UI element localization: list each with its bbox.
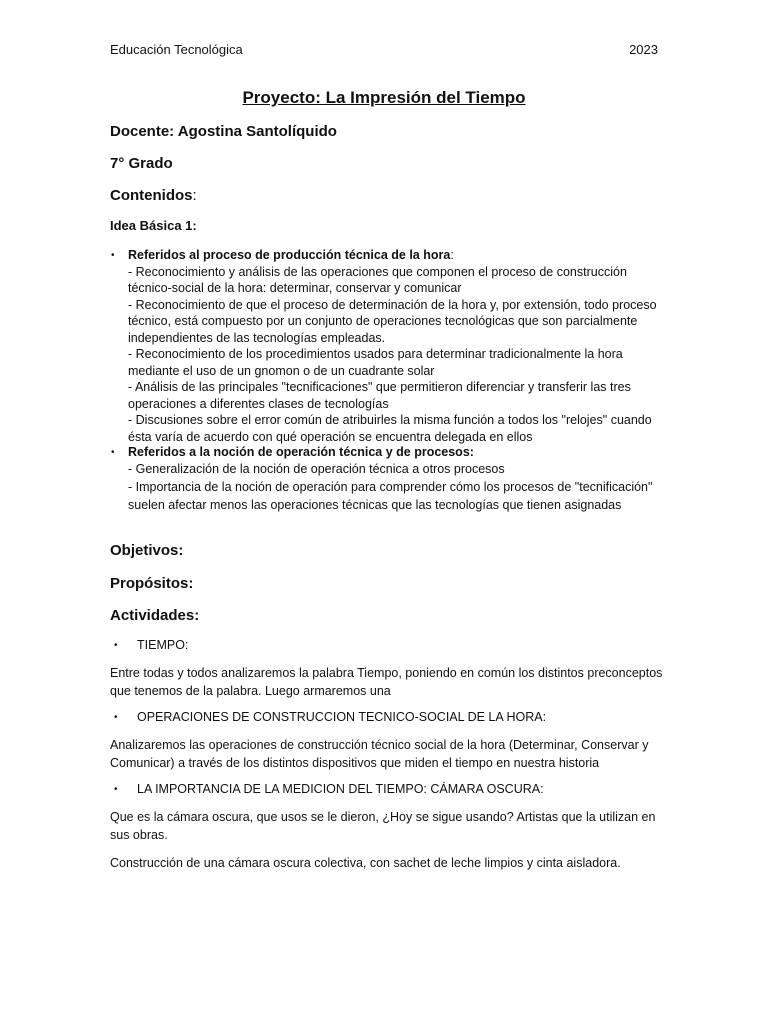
list-item-line: - Generalización de la noción de operación técnica a otros procesos — [128, 461, 505, 476]
contenidos-heading — [110, 187, 197, 204]
bullet-icon: • — [111, 250, 115, 261]
list-item-operacion — [128, 444, 668, 514]
grado-heading: 7° Grado — [110, 155, 173, 172]
item1-heading-text: Referidos al proceso de producción técnica de la hora — [128, 248, 451, 262]
bullet-icon: • — [114, 640, 118, 651]
list-item-line: - Reconocimiento de los procedimientos usados para determinar tradicionalmente la hora mediante el uso de un gnomon o de un cuadrante solar — [128, 347, 623, 378]
item1-heading-colon: : — [450, 248, 454, 262]
contenidos-colon: : — [192, 187, 197, 204]
activity-camara-text: Que es la cámara oscura, que usos se le dieron, ¿Hoy se sigue usando? Artistas que la utilizan en sus obras. — [110, 810, 656, 842]
list-item-heading — [128, 247, 668, 264]
propositos-heading: Propósitos: — [110, 575, 194, 592]
page-title: Proyecto: La Impresión del Tiempo — [242, 88, 526, 107]
list-item-line: - Análisis de las principales "tecnificaciones" que permitieron diferenciar y transferir las tres operaciones a diferentes clases de tecnologías — [128, 380, 631, 411]
idea-basica-heading: Idea Básica 1: — [110, 218, 197, 233]
actividades-heading: Actividades: — [110, 607, 200, 624]
objetivos-heading: Objetivos: — [110, 542, 184, 559]
bullet-icon: • — [111, 447, 115, 458]
docente-heading: Docente: Agostina Santolíquido — [110, 123, 337, 140]
bullet-icon: • — [114, 784, 118, 795]
list-item-proceso — [128, 247, 668, 445]
list-item-line: - Importancia de la noción de operación para comprender cómo los procesos de "tecnificación" suelen afectar menos las operaciones técnicas que las tecnologías que tienen asignadas — [128, 480, 653, 512]
activity-camara-construccion: Construcción de una cámara oscura colectiva, con sachet de leche limpios y cinta aisladora. — [110, 856, 621, 870]
header-year: 2023 — [629, 42, 658, 57]
activity-tiempo-label: TIEMPO: — [137, 638, 189, 652]
list-item-line: - Reconocimiento de que el proceso de determinación de la hora y, por extensión, todo proceso técnico, está compuesto por un conjunto de operaciones tecnológicas que son parcialmente independientes de las tecnologías empleadas. — [128, 297, 657, 345]
item2-heading-text: Referidos a la noción de operación técnica y de procesos: — [128, 445, 474, 459]
list-item-line: - Discusiones sobre el error común de atribuirles la misma función a todos los "relojes" cuando ésta varía de acuerdo con qué operación se encuentra delegada en ellos — [128, 413, 652, 444]
activity-camara-label: LA IMPORTANCIA DE LA MEDICION DEL TIEMPO: CÁMARA OSCURA: — [137, 782, 544, 796]
activity-operaciones-label: OPERACIONES DE CONSTRUCCION TECNICO-SOCIAL DE LA HORA: — [137, 710, 547, 724]
list-item-line: - Reconocimiento y análisis de las operaciones que componen el proceso de construcción técnico-social de la hora: determinar, conservar y comunicar — [128, 264, 627, 295]
activity-tiempo-text: Entre todas y todos analizaremos la palabra Tiempo, poniendo en común los distintos preconceptos que tenemos de la palabra. Luego armaremos una — [110, 666, 663, 698]
header-subject: Educación Tecnológica — [110, 42, 243, 57]
activity-operaciones-text: Analizaremos las operaciones de construcción técnico social de la hora (Determinar, Conservar y Comunicar) a través de los distintos dispositivos que miden el tiempo en nuestra historia — [110, 738, 649, 770]
contenidos-label: Contenidos — [110, 187, 193, 204]
list-item-heading — [128, 444, 668, 461]
bullet-icon: • — [114, 712, 118, 723]
